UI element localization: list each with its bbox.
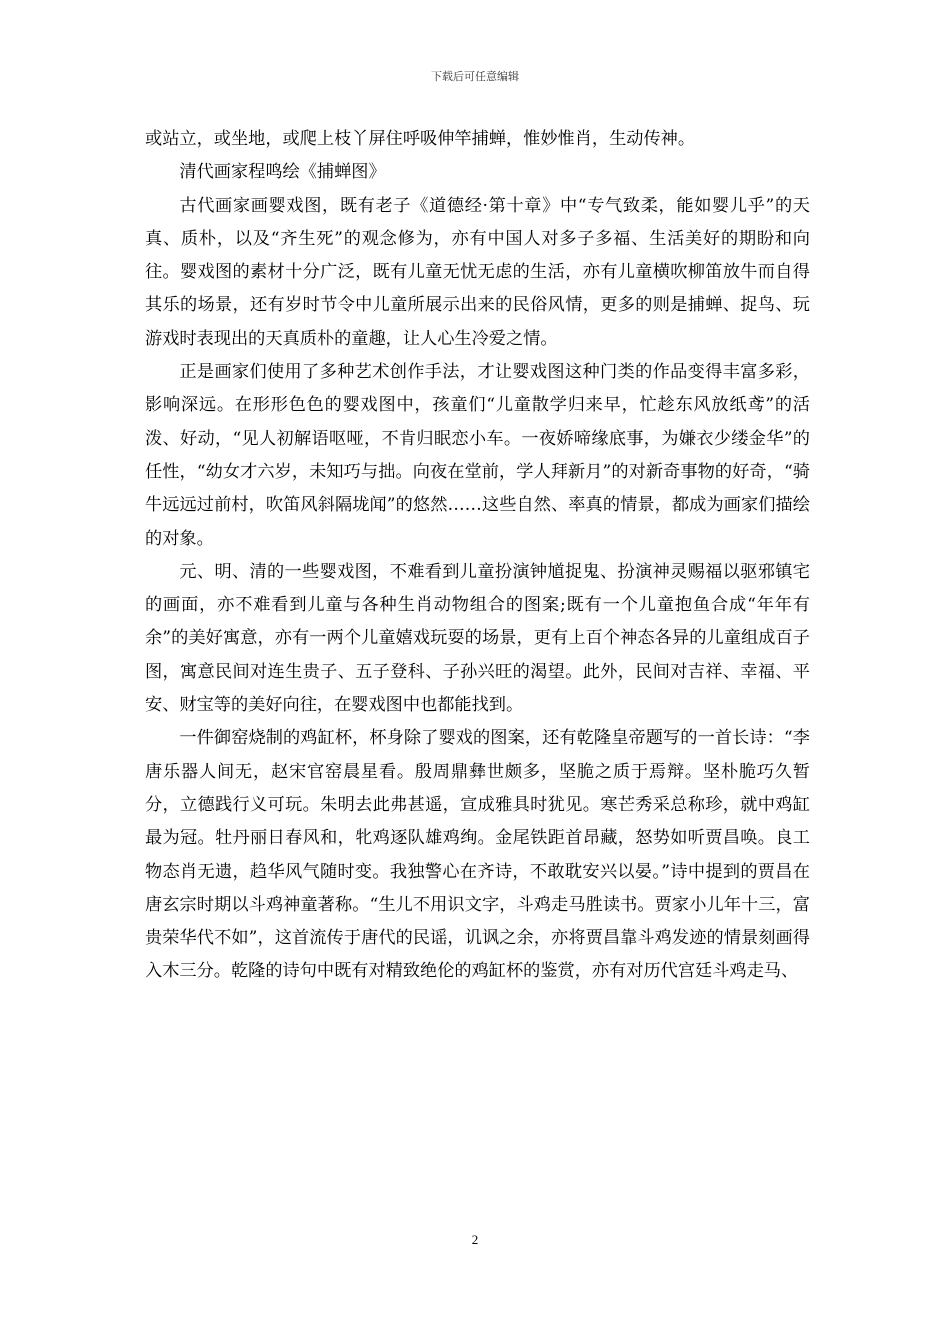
paragraph: 元、明、清的一些婴戏图，不难看到儿童扮演钟馗捉鬼、扮演神灵赐福以驱邪镇宅的画面，亦不难看到儿童与各种生肖动物组合的图案;既有一个儿童抱鱼合成“年年有余”的美好寓意，亦有一两个儿童嬉戏玩耍的场景，更有上百个神态各异的儿童组成百子图，寓意民间对连生贵子、五子登科、子孙兴旺的渴望。此外，民间对吉祥、幸福、平安、财宝等的美好向往，在婴戏图中也都能找到。 (145, 561, 810, 716)
page-header: 下载后可任意编辑 (431, 70, 519, 83)
image-caption: 清代画家程鸣绘《捕蝉图》 (179, 162, 386, 183)
paragraph-continuation: 或站立，或坐地，或爬上枝丫屏住呼吸伸竿捕蝉，惟妙惟肖，生动传神。 (145, 129, 696, 149)
document-body (145, 123, 810, 989)
paragraph: 正是画家们使用了多种艺术创作手法，才让婴戏图这种门类的作品变得丰富多彩，影响深远。在形形色色的婴戏图中，孩童们“儿童散学归来早，忙趁东风放纸鸢”的活泼、好动，“见人初解语呕哑，不肯归眠恋小车。一夜娇啼缘底事，为嫌衣少缕金华”的任性，“幼女才六岁，未知巧与拙。向夜在堂前，学人拜新月”的对新奇事物的好奇，“骑牛远远过前村，吹笛风斜隔垅闻”的悠然……这些自然、率真的情景，都成为画家们描绘的对象。 (145, 362, 810, 549)
page-number: 2 (471, 1232, 479, 1247)
paragraph: 古代画家画婴戏图，既有老子《道德经·第十章》中“专气致柔，能如婴儿乎”的天真、质朴，以及“齐生死”的观念修为，亦有中国人对多子多福、生活美好的期盼和向往。婴戏图的素材十分广泛，既有儿童无忧无虑的生活，亦有儿童横吹柳笛放牛而自得其乐的场景，还有岁时节令中儿童所展示出来的民俗风情，更多的则是捕蝉、捉鸟、玩游戏时表现出的天真质朴的童趣，让人心生冷爱之情。 (145, 195, 810, 349)
paragraph: 一件御窑烧制的鸡缸杯，杯身除了婴戏的图案，还有乾隆皇帝题写的一首长诗：“李唐乐器人间无，赵宋官窑晨星看。殷周鼎彝世颇多，坚脆之质于焉辩。坚朴脆巧久暂分，立德践行义可玩。朱明去此弗甚遥，宣成雅具时犹见。寒芒秀采总称珍，就中鸡缸最为冠。牡丹丽日春风和，牝鸡逐队雄鸡绚。金尾铁距首昂藏，怒势如听贾昌唤。良工物态肖无遗，趋华风气随时变。我独警心在齐诗，不敢耽安兴以晏。”诗中提到的贾昌在唐玄宗时期以斗鸡神童著称。“生儿不用识文字，斗鸡走马胜读书。贾家小儿年十三，富贵荣华代不如”，这首流传于唐代的民谣，讥讽之余，亦将贾昌靠斗鸡发迹的情景刻画得入木三分。乾隆的诗句中既有对精致绝伦的鸡缸杯的鉴赏，亦有对历代宫廷斗鸡走马、 (145, 728, 810, 982)
